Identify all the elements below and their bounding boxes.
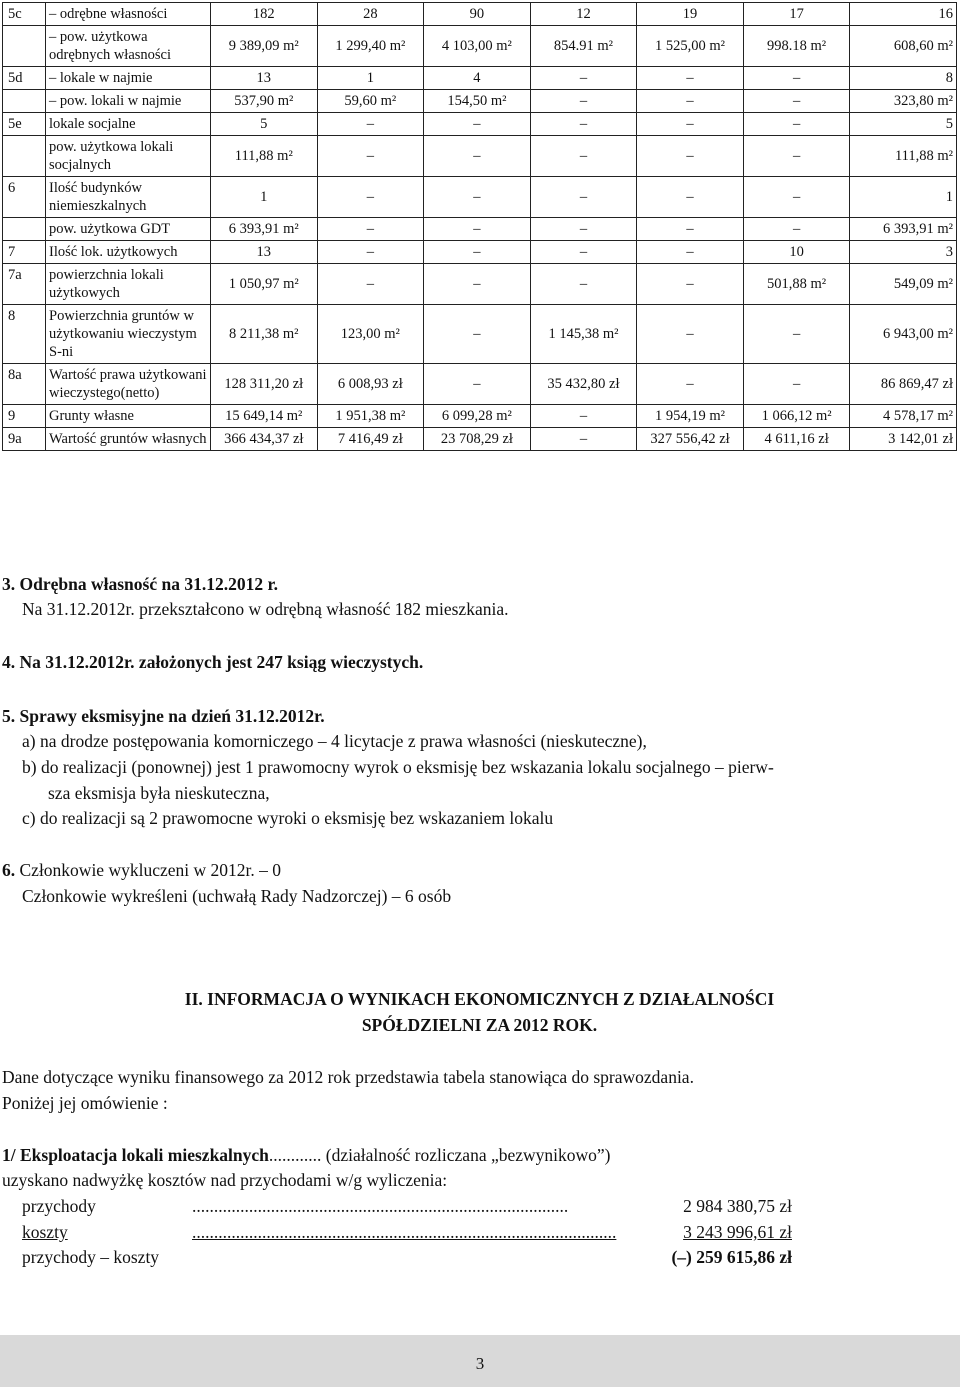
row-label-cell: – odrębne własności xyxy=(46,3,211,26)
value-cell: 6 943,00 m² xyxy=(850,305,957,364)
value-cell: 13 xyxy=(211,241,318,264)
row-label-cell: Powierzchnia gruntów w użytkowaniu wieczystym S-ni xyxy=(46,305,211,364)
section-3-line: Na 31.12.2012r. przekształcono w odrębną własność 182 mieszkania. xyxy=(22,599,509,619)
table-row xyxy=(3,428,957,451)
section-6-line2: Członkowie wykreśleni (uchwałą Rady Nadzorczej) – 6 osób xyxy=(22,886,452,906)
row-label-cell: Ilość budynków niemieszkalnych xyxy=(46,177,211,218)
chapter-2-title-line2: SPÓŁDZIELNI ZA 2012 ROK. xyxy=(361,1015,598,1035)
value-cell: 998.18 m² xyxy=(743,26,850,67)
value-cell: – xyxy=(637,218,744,241)
value-cell: 366 434,37 zł xyxy=(211,428,318,451)
value-cell: 123,00 m² xyxy=(317,305,424,364)
row-label-cell: lokale socjalne xyxy=(46,113,211,136)
value-cell: – xyxy=(637,177,744,218)
row-number-cell: 5e xyxy=(3,113,46,136)
value-cell: 1 xyxy=(850,177,957,218)
value-cell: 1 xyxy=(317,67,424,90)
value-cell: – xyxy=(637,364,744,405)
value-cell: – xyxy=(317,241,424,264)
value-cell: 16 xyxy=(850,3,957,26)
table-row xyxy=(3,136,957,177)
section-5-item-a: a) na drodze postępowania komorniczego – 4 licytacje z prawa własności (nieskuteczne), xyxy=(22,731,647,751)
costs-row xyxy=(2,1220,792,1244)
value-cell: 111,88 m² xyxy=(211,136,318,177)
chapter-2-title-line1: II. INFORMACJA O WYNIKACH EKONOMICZNYCH Z DZIAŁALNOŚCI xyxy=(184,989,775,1009)
costs-dots: ................................................................................................. xyxy=(192,1222,617,1242)
section-6-line1 xyxy=(2,858,281,882)
value-cell: – xyxy=(424,177,531,218)
value-cell: – xyxy=(743,67,850,90)
value-cell: 1 xyxy=(211,177,318,218)
value-cell: – xyxy=(637,305,744,364)
table-row xyxy=(3,67,957,90)
value-cell: – xyxy=(637,264,744,305)
section-6-number: 6. xyxy=(2,860,16,880)
value-cell: – xyxy=(637,90,744,113)
value-cell: 3 xyxy=(850,241,957,264)
value-cell: – xyxy=(317,113,424,136)
value-cell: 90 xyxy=(424,3,531,26)
row-number-cell: 5c xyxy=(3,3,46,26)
row-label-cell: – pow. lokali w najmie xyxy=(46,90,211,113)
result-spacer xyxy=(192,1245,632,1269)
row-label-cell: – pow. użytkowa odrębnych własności xyxy=(46,26,211,67)
value-cell: 9 389,09 m² xyxy=(211,26,318,67)
value-cell: – xyxy=(743,113,850,136)
revenue-label: przychody xyxy=(22,1196,96,1216)
value-cell: – xyxy=(317,136,424,177)
value-cell: 5 xyxy=(211,113,318,136)
page-number: 3 xyxy=(475,1354,485,1373)
section-5-title: 5. Sprawy eksmisyjne na dzień 31.12.2012r. xyxy=(2,706,325,726)
value-cell: – xyxy=(743,90,850,113)
value-cell: – xyxy=(317,264,424,305)
value-cell: 19 xyxy=(637,3,744,26)
value-cell: 501,88 m² xyxy=(743,264,850,305)
value-cell: 23 708,29 zł xyxy=(424,428,531,451)
value-cell: 182 xyxy=(211,3,318,26)
row-number-cell xyxy=(3,90,46,113)
value-cell: 17 xyxy=(743,3,850,26)
value-cell: 1 066,12 m² xyxy=(743,405,850,428)
value-cell: 608,60 m² xyxy=(850,26,957,67)
table-row xyxy=(3,177,957,218)
value-cell: 1 145,38 m² xyxy=(530,305,637,364)
table-row xyxy=(3,305,957,364)
revenue-dots: ...................................................................................... xyxy=(192,1196,569,1216)
section-5-item-b-cont: sza eksmisja była nieskuteczna, xyxy=(48,783,270,803)
value-cell: – xyxy=(743,136,850,177)
value-cell: – xyxy=(530,218,637,241)
value-cell: – xyxy=(743,177,850,218)
row-label-cell: Wartość gruntów własnych xyxy=(46,428,211,451)
row-number-cell xyxy=(3,136,46,177)
value-cell: 1 050,97 m² xyxy=(211,264,318,305)
row-label-cell: – lokale w najmie xyxy=(46,67,211,90)
section-4-title: 4. Na 31.12.2012r. założonych jest 247 ksiąg wieczystych. xyxy=(2,652,424,672)
intro-line1: Dane dotyczące wyniku finansowego za 2012 rok przedstawia tabela stanowiąca do sprawozdania. xyxy=(2,1067,694,1087)
value-cell: – xyxy=(637,136,744,177)
value-cell: 1 951,38 m² xyxy=(317,405,424,428)
value-cell: 13 xyxy=(211,67,318,90)
value-cell: – xyxy=(743,218,850,241)
value-cell: – xyxy=(424,264,531,305)
revenue-row xyxy=(2,1194,792,1218)
value-cell: 1 299,40 m² xyxy=(317,26,424,67)
value-cell: – xyxy=(637,113,744,136)
value-cell: 8 211,38 m² xyxy=(211,305,318,364)
value-cell: – xyxy=(530,241,637,264)
value-cell: 35 432,80 zł xyxy=(530,364,637,405)
value-cell: – xyxy=(530,177,637,218)
revenue-value: 2 984 380,75 zł xyxy=(683,1196,792,1216)
value-cell: – xyxy=(317,218,424,241)
value-cell: – xyxy=(530,428,637,451)
value-cell: – xyxy=(637,67,744,90)
section-3-title: 3. Odrębna własność na 31.12.2012 r. xyxy=(2,574,278,594)
row-number-cell: 7a xyxy=(3,264,46,305)
result-label: przychody – koszty xyxy=(22,1247,160,1267)
value-cell: 28 xyxy=(317,3,424,26)
value-cell: 327 556,42 zł xyxy=(637,428,744,451)
value-cell: 3 142,01 zł xyxy=(850,428,957,451)
row-number-cell: 9a xyxy=(3,428,46,451)
row-number-cell: 7 xyxy=(3,241,46,264)
value-cell: 6 393,91 m² xyxy=(850,218,957,241)
value-cell: 128 311,20 zł xyxy=(211,364,318,405)
value-cell: – xyxy=(424,113,531,136)
table-row xyxy=(3,405,957,428)
value-cell: 6 393,91 m² xyxy=(211,218,318,241)
value-cell: 537,90 m² xyxy=(211,90,318,113)
row-label-cell: Grunty własne xyxy=(46,405,211,428)
value-cell: – xyxy=(743,305,850,364)
table-row xyxy=(3,90,957,113)
intro-line2: Poniżej jej omówienie : xyxy=(2,1093,168,1113)
value-cell: – xyxy=(424,136,531,177)
value-cell: – xyxy=(424,241,531,264)
value-cell: – xyxy=(317,177,424,218)
value-cell: 15 649,14 m² xyxy=(211,405,318,428)
value-cell: 4 xyxy=(424,67,531,90)
row-number-cell xyxy=(3,26,46,67)
exploitation-heading-bold: 1/ Eksploatacja lokali mieszkalnych xyxy=(2,1145,269,1165)
value-cell: 5 xyxy=(850,113,957,136)
row-label-cell: powierzchnia lokali użytkowych xyxy=(46,264,211,305)
value-cell: 854.91 m² xyxy=(530,26,637,67)
value-cell: – xyxy=(530,405,637,428)
value-cell: – xyxy=(424,305,531,364)
value-cell: 6 099,28 m² xyxy=(424,405,531,428)
value-cell: – xyxy=(637,241,744,264)
section-6-text: Członkowie wykluczeni w 2012r. – 0 xyxy=(19,860,281,880)
section-5-item-b: b) do realizacji (ponownej) jest 1 prawomocny wyrok o eksmisję bez wskazania lokalu socjalnego – pierw- xyxy=(22,757,774,777)
section-5-item-c: c) do realizacji są 2 prawomocne wyroki o eksmisję bez wskazaniem lokalu xyxy=(22,808,554,828)
row-label-cell: Ilość lok. użytkowych xyxy=(46,241,211,264)
value-cell: 4 611,16 zł xyxy=(743,428,850,451)
row-number-cell: 5d xyxy=(3,67,46,90)
table-row xyxy=(3,264,957,305)
row-number-cell: 8a xyxy=(3,364,46,405)
value-cell: 154,50 m² xyxy=(424,90,531,113)
value-cell: – xyxy=(530,264,637,305)
value-cell: – xyxy=(530,90,637,113)
exploitation-heading-rest: ............ (działalność rozliczana „bezwynikowo”) xyxy=(268,1145,611,1165)
row-label-cell: pow. użytkowa lokali socjalnych xyxy=(46,136,211,177)
value-cell: 59,60 m² xyxy=(317,90,424,113)
value-cell: 10 xyxy=(743,241,850,264)
row-label-cell: Wartość prawa użytkowani wieczystego(netto) xyxy=(46,364,211,405)
value-cell: – xyxy=(530,113,637,136)
value-cell: 1 525,00 m² xyxy=(637,26,744,67)
row-number-cell: 9 xyxy=(3,405,46,428)
value-cell: – xyxy=(743,364,850,405)
value-cell: – xyxy=(530,67,637,90)
table-row xyxy=(3,364,957,405)
value-cell: 549,09 m² xyxy=(850,264,957,305)
table-row xyxy=(3,26,957,67)
value-cell: 323,80 m² xyxy=(850,90,957,113)
exploitation-heading xyxy=(2,1143,611,1167)
value-cell: 4 578,17 m² xyxy=(850,405,957,428)
value-cell: 86 869,47 zł xyxy=(850,364,957,405)
value-cell: – xyxy=(530,136,637,177)
table-row xyxy=(3,218,957,241)
value-cell: 1 954,19 m² xyxy=(637,405,744,428)
value-cell: 4 103,00 m² xyxy=(424,26,531,67)
value-cell: 7 416,49 zł xyxy=(317,428,424,451)
value-cell: 111,88 m² xyxy=(850,136,957,177)
table-row xyxy=(3,3,957,26)
table-row xyxy=(3,241,957,264)
costs-label: koszty xyxy=(22,1222,68,1242)
value-cell: 12 xyxy=(530,3,637,26)
value-cell: 8 xyxy=(850,67,957,90)
result-value: (–) 259 615,86 zł xyxy=(671,1247,792,1267)
row-number-cell: 8 xyxy=(3,305,46,364)
value-cell: – xyxy=(424,218,531,241)
housing-data-table xyxy=(2,2,957,451)
row-label-cell: pow. użytkowa GDT xyxy=(46,218,211,241)
row-number-cell: 6 xyxy=(3,177,46,218)
exploitation-line2: uzyskano nadwyżkę kosztów nad przychodami w/g wyliczenia: xyxy=(2,1170,448,1190)
value-cell: 6 008,93 zł xyxy=(317,364,424,405)
row-number-cell xyxy=(3,218,46,241)
table-row xyxy=(3,113,957,136)
costs-value: 3 243 996,61 zł xyxy=(683,1222,792,1242)
value-cell: – xyxy=(424,364,531,405)
result-row xyxy=(2,1245,792,1269)
